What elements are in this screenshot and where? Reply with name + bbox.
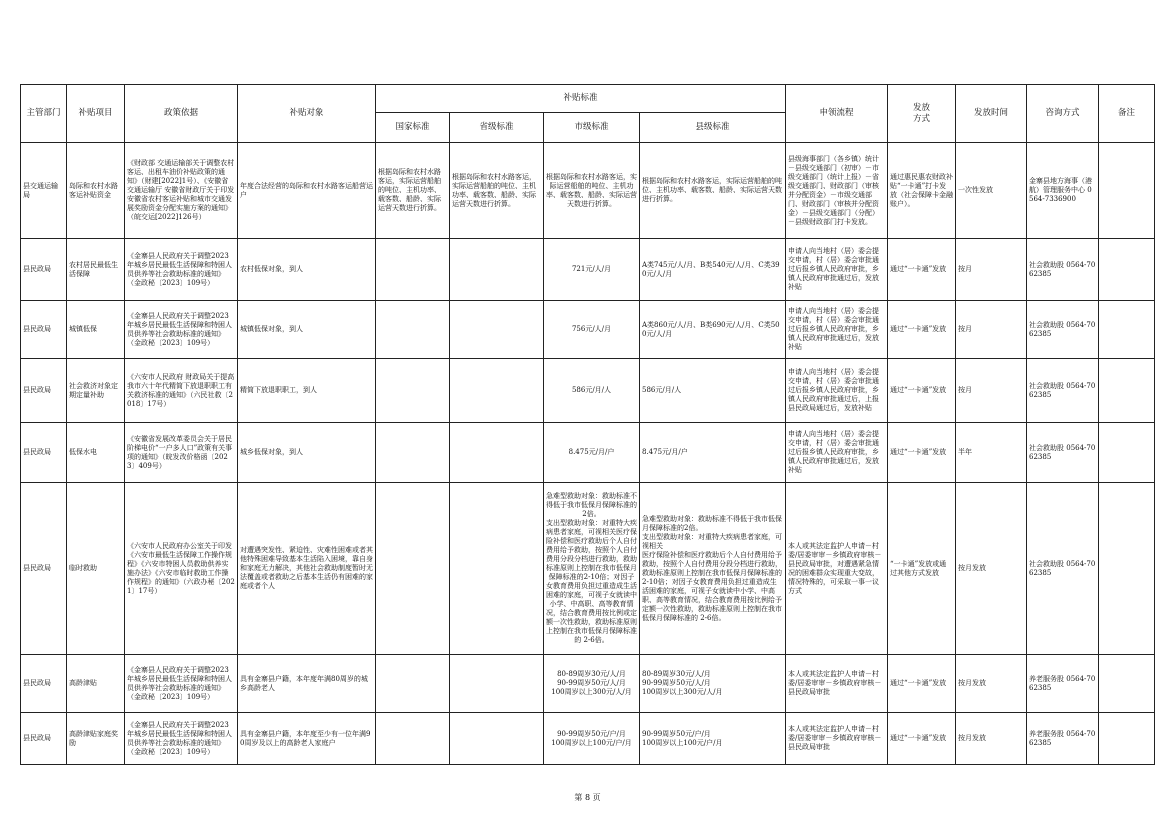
- cell-city: 80-89周岁30元/人/月 90-99周岁50元/人/月 100周岁以上300元/人/月: [544, 655, 640, 713]
- cell-contact: 社会救助股 0564-7062385: [1027, 359, 1099, 423]
- cell-target: 农村低保对象，到人: [238, 239, 376, 301]
- cell-remark: [1099, 143, 1155, 239]
- cell-item: 低保水电: [67, 423, 125, 483]
- cell-remark: [1099, 423, 1155, 483]
- cell-national: [376, 655, 450, 713]
- cell-time: 按月: [956, 359, 1027, 423]
- cell-county: 586元/月/人: [640, 359, 786, 423]
- cell-remark: [1099, 359, 1155, 423]
- cell-method: 通过惠民惠农财政补贴“一卡通”打卡发放（社会保障卡金融账户）。: [888, 143, 956, 239]
- cell-contact: 社会救助股 0564-7062385: [1027, 483, 1099, 655]
- cell-basis: 《金寨县人民政府关于调整2023年城乡居民最低生活保障和特困人员供养等社会救助标准的通知》（金政秘〔2023〕109号）: [125, 713, 238, 765]
- cell-provincial: [450, 713, 544, 765]
- cell-contact: 养老服务股 0564-7062385: [1027, 655, 1099, 713]
- cell-basis: 《金寨县人民政府关于调整2023年城乡居民最低生活保障和特困人员供养等社会救助标准的通知》（金政秘〔2023〕109号）: [125, 239, 238, 301]
- cell-item: 农村居民最低生活保障: [67, 239, 125, 301]
- cell-contact: 社会救助股 0564-7062385: [1027, 423, 1099, 483]
- cell-county: 急难型救助对象：救助标准不得低于我市低保月保障标准的2倍。 支出型救助对象：对重特大疾病患者家庭，可视相关 医疗保险补偿和医疗救助后个人自付费用给予救助，按照个人自付费用分段分档进行救助，救助标准原则上控制在我市低保月保障标准的2-10倍；对因子女教育费用负担过重造成生活困难的家庭，可视子女就读中小学、中高职、高等教育情况，结合教育费用按比例给予定额一次性救助，救助标准原则上控制在我市低保月保障标准的 2-6倍。: [640, 483, 786, 655]
- cell-remark: [1099, 713, 1155, 765]
- cell-remark: [1099, 655, 1155, 713]
- cell-county: 90-99周岁50元/户/月 100周岁以上100元/户/月: [640, 713, 786, 765]
- cell-national: [376, 483, 450, 655]
- cell-contact: 养老服务股 0564-7062385: [1027, 713, 1099, 765]
- cell-time: 一次性发放: [956, 143, 1027, 239]
- cell-time: 按月发放: [956, 483, 1027, 655]
- cell-process: 申请人向当地村（居）委会提交申请，村（居）委会审批通过后报乡镇人民政府审批，乡镇人民政府审批通过后，上报县民政局通过后，发放补贴: [786, 359, 888, 423]
- cell-national: [376, 301, 450, 359]
- cell-process: 申请人向当地村（居）委会提交申请，村（居）委会审批通过后报乡镇人民政府审批，乡镇人民政府审批通过后，发放补贴: [786, 423, 888, 483]
- header-standard: 补贴标准: [376, 85, 786, 113]
- table-row: [21, 359, 1155, 423]
- cell-process: 本人或其法定监护人申请－村委/居委审审－乡镇政府审核－县民政局审批: [786, 655, 888, 713]
- header-contact: 咨询方式: [1027, 85, 1099, 143]
- cell-national: [376, 359, 450, 423]
- cell-dept: 县民政局: [21, 713, 67, 765]
- cell-time: 按月发放: [956, 655, 1027, 713]
- cell-method: 通过“一卡通”发放: [888, 239, 956, 301]
- cell-national: [376, 713, 450, 765]
- header-process: 申领流程: [786, 85, 888, 143]
- cell-dept: 县民政局: [21, 483, 67, 655]
- cell-national: 根据岛际和农村水路客运，实际运营船舶的吨位、主机功率、载客数、船龄、实际运营天数进行折算。: [376, 143, 450, 239]
- cell-target: 年度合法经营的岛际和农村水路客运船营运户: [238, 143, 376, 239]
- table-row: [21, 483, 1155, 655]
- header-provincial: 省级标准: [450, 113, 544, 143]
- cell-target: 城镇低保对象，到人: [238, 301, 376, 359]
- header-time: 发放时间: [956, 85, 1027, 143]
- cell-time: 按月发放: [956, 713, 1027, 765]
- cell-provincial: [450, 655, 544, 713]
- table-row: [21, 239, 1155, 301]
- header-county: 县级标准: [640, 113, 786, 143]
- cell-time: 半年: [956, 423, 1027, 483]
- header-dept: 主管部门: [21, 85, 67, 143]
- cell-city: 721元/人/月: [544, 239, 640, 301]
- cell-target: 精简下放退职职工，到人: [238, 359, 376, 423]
- cell-remark: [1099, 239, 1155, 301]
- cell-county: A类860元/人/月、B类690元/人/月、C类500元/人/月: [640, 301, 786, 359]
- cell-basis: 《安徽省发展改革委员会关于居民阶梯电价“一户多人口”政策有关事项的通知》（皖发改价格函〔2023〕409号）: [125, 423, 238, 483]
- cell-item: 社会救济对象定期定量补助: [67, 359, 125, 423]
- cell-process: 申请人向当地村（居）委会提交申请，村（居）委会审批通过后报乡镇人民政府审批，乡镇人民政府审批通过后，发放补贴: [786, 301, 888, 359]
- cell-dept: 县民政局: [21, 423, 67, 483]
- cell-time: 按月: [956, 239, 1027, 301]
- cell-method: 通过“一卡通”发放: [888, 423, 956, 483]
- cell-dept: 县民政局: [21, 301, 67, 359]
- header-remark: 备注: [1099, 85, 1155, 143]
- document-page: [20, 84, 1154, 765]
- cell-contact: 金寨县地方海事（港航）管理服务中心 0564-7336900: [1027, 143, 1099, 239]
- cell-dept: 县交通运输局: [21, 143, 67, 239]
- cell-dept: 县民政局: [21, 359, 67, 423]
- cell-basis: 《金寨县人民政府关于调整2023年城乡居民最低生活保障和特困人员供养等社会救助标准的通知》（金政秘〔2023〕109号）: [125, 301, 238, 359]
- cell-basis: 《六安市人民政府 财政局关于提高我市六十年代精简下放退职职工有关救济标准的通知》（六民社救〔2018〕17号）: [125, 359, 238, 423]
- table-row: [21, 143, 1155, 239]
- cell-city: 8.475元/月/户: [544, 423, 640, 483]
- cell-method: 通过“一卡通”发放: [888, 359, 956, 423]
- subsidy-table: [20, 84, 1155, 765]
- cell-item: 高龄津贴家庭奖励: [67, 713, 125, 765]
- cell-method: 通过“一卡通”发放: [888, 301, 956, 359]
- cell-city: 急难型救助对象：救助标准不得低于我市低保月保障标准的2倍。 支出型救助对象：对重特大疾病患者家庭，可视相关医疗保险补偿和医疗救助后个人自付费用给予救助，按照个人自付费用分段分档进行救助，救助标准原则上控制在我市低保月保障标准的2-10倍；对因子女教育费用负担过重造成生活困难的家庭，可视子女就读中小学、中高职、高等教育情况，结合教育费用按比例或定额一次性救助，救助标准原则上控制在我市低保月保障标准的 2-6倍。: [544, 483, 640, 655]
- cell-provincial: [450, 301, 544, 359]
- cell-county: 8.475元/月/户: [640, 423, 786, 483]
- cell-city: 756元/人/月: [544, 301, 640, 359]
- cell-remark: [1099, 301, 1155, 359]
- cell-county: A类745元/人/月、B类540元/人/月、C类390元/人/月: [640, 239, 786, 301]
- page-number: 第 8 页: [574, 793, 601, 802]
- cell-basis: 《财政部 交通运输部关于调整农村客运、出租车油价补贴政策的通知》（财建[2022]1号）、《安徽省交通运输厅 安徽省财政厅关于印发安徽省农村客运补贴和城市交通发展奖励资金分配实施方案的通知》（皖交运[2022]126号）: [125, 143, 238, 239]
- cell-process: 本人或其法定监护人申请－村委/居委审审－乡镇政府审核－县民政局审批: [786, 713, 888, 765]
- cell-method: 通过“一卡通”发放: [888, 655, 956, 713]
- cell-target: 具有金寨县户籍，本年度年满80周岁的城乡高龄老人: [238, 655, 376, 713]
- cell-process: 申请人向当地村（居）委会提交申请，村（居）委会审批通过后报乡镇人民政府审批，乡镇人民政府审批通过后，发放补贴: [786, 239, 888, 301]
- cell-city: 90-99周岁50元/户/月 100周岁以上100元/户/月: [544, 713, 640, 765]
- cell-contact: 社会救助股 0564-7062385: [1027, 239, 1099, 301]
- cell-dept: 县民政局: [21, 655, 67, 713]
- header-basis: 政策依据: [125, 85, 238, 143]
- header-item: 补贴项目: [67, 85, 125, 143]
- header-national: 国家标准: [376, 113, 450, 143]
- table-row: [21, 301, 1155, 359]
- cell-process: 县级海事部门（各乡镇）统计－县级交通部门（初审）－市级交通部门（统计上报）－省级交通部门、财政部门（审核并分配资金）－市级交通部门、财政部门（审核并分配资金）－县级交通部门（分配）－县级财政部门打卡发放。: [786, 143, 888, 239]
- cell-city: 586元/月/人: [544, 359, 640, 423]
- cell-provincial: [450, 423, 544, 483]
- cell-national: [376, 423, 450, 483]
- cell-provincial: [450, 359, 544, 423]
- table-row: [21, 655, 1155, 713]
- cell-item: 岛际和农村水路客运补贴资金: [67, 143, 125, 239]
- header-city: 市级标准: [544, 113, 640, 143]
- cell-item: 高龄津贴: [67, 655, 125, 713]
- cell-method: 通过“一卡通”发放: [888, 713, 956, 765]
- cell-item: 临时救助: [67, 483, 125, 655]
- cell-county: 80-89周岁30元/人/月 90-99周岁50元/人/月 100周岁以上300元/人/月: [640, 655, 786, 713]
- cell-provincial: [450, 239, 544, 301]
- cell-county: 根据岛际和农村水路客运，实际运营船舶的吨位、主机功率、载客数、船龄、实际运营天数进行折算。: [640, 143, 786, 239]
- header-target: 补贴对象: [238, 85, 376, 143]
- cell-provincial: [450, 483, 544, 655]
- cell-method: “一卡通”发放或通过其他方式发放: [888, 483, 956, 655]
- cell-remark: [1099, 483, 1155, 655]
- cell-item: 城镇低保: [67, 301, 125, 359]
- cell-target: 具有金寨县户籍，本年度至少有一位年满90周岁及以上的高龄老人家庭户: [238, 713, 376, 765]
- cell-city: 根据岛际和农村水路客运，实际运营船舶的吨位、主机功率、载客数、船龄、实际运营天数进行折算。: [544, 143, 640, 239]
- header-method: 发放 方式: [888, 85, 956, 143]
- cell-time: 按月: [956, 301, 1027, 359]
- cell-target: 对遭遇突发性、紧迫性、灾难性困难或者其他特殊困难导致基本生活陷入困境，靠自身和家庭无力解决，其他社会救助制度暂时无法覆盖或者救助之后基本生活仍有困难的家庭或者个人: [238, 483, 376, 655]
- cell-target: 城乡低保对象，到人: [238, 423, 376, 483]
- cell-national: [376, 239, 450, 301]
- cell-provincial: 根据岛际和农村水路客运，实际运营船舶的吨位、主机功率、载客数、船龄、实际运营天数进行折算。: [450, 143, 544, 239]
- cell-contact: 社会救助股 0564-7062385: [1027, 301, 1099, 359]
- table-row: [21, 423, 1155, 483]
- table-row: [21, 713, 1155, 765]
- cell-basis: 《六安市人民政府办公室关于印发《六安市最低生活保障工作操作规程》《六安市特困人员救助供养实施办法》《六安市临时救助工作操作规程》的通知》（六政办秘〔2021〕17号）: [125, 483, 238, 655]
- cell-basis: 《金寨县人民政府关于调整2023年城乡居民最低生活保障和特困人员供养等社会救助标准的通知》（金政秘〔2023〕109号）: [125, 655, 238, 713]
- cell-process: 本人或其法定监护人申请－村委/居委审审－乡镇政府审核－县民政局审批，对遭遇紧急情况的困难群众实现重大变故，情况特殊的，可采取一事一议方式: [786, 483, 888, 655]
- cell-dept: 县民政局: [21, 239, 67, 301]
